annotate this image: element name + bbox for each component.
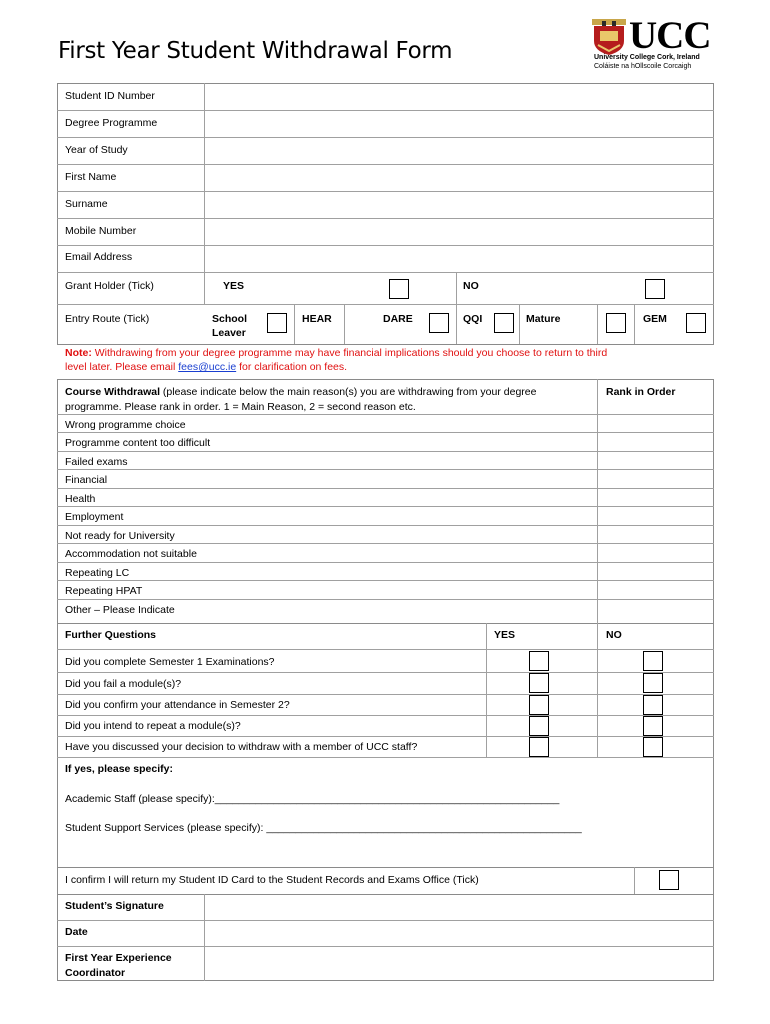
field-label-degree: Degree Programme bbox=[65, 117, 158, 129]
field-label-student-id: Student ID Number bbox=[65, 90, 155, 102]
surname-input[interactable] bbox=[205, 192, 713, 218]
reason-label: Programme content too difficult bbox=[65, 437, 211, 449]
entry-school-leaver-checkbox[interactable] bbox=[267, 313, 287, 333]
rank-header: Rank in Order bbox=[606, 386, 676, 398]
entry-dare-checkbox[interactable] bbox=[429, 313, 449, 333]
entry-dare-label: DARE bbox=[383, 313, 413, 325]
reason-label: Other – Please Indicate bbox=[65, 604, 175, 616]
rank-input[interactable] bbox=[598, 415, 713, 432]
logo-subtitle-en: University College Cork, Ireland bbox=[594, 54, 700, 61]
question-label: Did you confirm your attendance in Semester 2? bbox=[65, 699, 290, 711]
rank-input[interactable] bbox=[598, 526, 713, 543]
coordinator-signature-input[interactable] bbox=[205, 947, 713, 980]
question-no-checkbox[interactable] bbox=[643, 716, 663, 736]
date-input[interactable] bbox=[205, 921, 713, 946]
entry-qqi-checkbox[interactable] bbox=[494, 313, 514, 333]
question-yes-checkbox[interactable] bbox=[529, 651, 549, 671]
entry-mature-checkbox[interactable] bbox=[606, 313, 626, 333]
coordinator-label-line1: First Year Experience bbox=[65, 952, 172, 964]
rank-input[interactable] bbox=[598, 433, 713, 451]
reason-label: Employment bbox=[65, 511, 124, 523]
rank-input[interactable] bbox=[598, 452, 713, 469]
field-label-first-name: First Name bbox=[65, 171, 117, 183]
student-signature-input[interactable] bbox=[205, 895, 713, 920]
grant-label: Grant Holder (Tick) bbox=[65, 280, 154, 292]
reason-label: Failed exams bbox=[65, 456, 128, 468]
question-yes-checkbox[interactable] bbox=[529, 695, 549, 715]
entry-qqi-label: QQI bbox=[463, 313, 483, 325]
reason-label: Repeating HPAT bbox=[65, 585, 143, 597]
student-id-input[interactable] bbox=[205, 84, 713, 110]
question-no-checkbox[interactable] bbox=[643, 695, 663, 715]
field-label-mobile: Mobile Number bbox=[65, 225, 137, 237]
course-withdrawal-instructions: programme. Please rank in order. 1 = Main Reason, 2 = second reason etc. bbox=[65, 401, 416, 413]
entry-gem-checkbox[interactable] bbox=[686, 313, 706, 333]
entry-leaver-label: Leaver bbox=[212, 327, 246, 339]
first-name-input[interactable] bbox=[205, 165, 713, 191]
question-yes-checkbox[interactable] bbox=[529, 673, 549, 693]
fees-note: Note: Withdrawing from your degree programme may have financial implications should you choose to return to third bbox=[65, 347, 608, 359]
reason-label: Repeating LC bbox=[65, 567, 130, 579]
rank-input[interactable] bbox=[598, 600, 713, 623]
year-input[interactable] bbox=[205, 138, 713, 164]
course-withdrawal-heading: Course Withdrawal (please indicate below the main reason(s) you are withdrawing from your degree bbox=[65, 386, 537, 398]
mobile-input[interactable] bbox=[205, 219, 713, 245]
further-yes-header: YES bbox=[494, 629, 516, 641]
rank-input[interactable] bbox=[598, 507, 713, 525]
confirm-text: I confirm I will return my Student ID Card to the Student Records and Exams Office (Tick) bbox=[65, 874, 479, 886]
crest-icon bbox=[592, 19, 626, 55]
question-label: Did you intend to repeat a module(s)? bbox=[65, 720, 241, 732]
question-no-checkbox[interactable] bbox=[643, 737, 663, 757]
confirm-id-card-checkbox[interactable] bbox=[659, 870, 679, 890]
reason-label: Accommodation not suitable bbox=[65, 548, 197, 560]
field-label-email: Email Address bbox=[65, 251, 133, 263]
grant-no-checkbox[interactable] bbox=[645, 279, 665, 299]
grant-yes-checkbox[interactable] bbox=[389, 279, 409, 299]
further-no-header: NO bbox=[606, 629, 622, 641]
rank-input[interactable] bbox=[598, 581, 713, 599]
student-signature-label: Student’s Signature bbox=[65, 900, 164, 912]
reason-label: Not ready for University bbox=[65, 530, 175, 542]
page-title: First Year Student Withdrawal Form bbox=[58, 38, 453, 64]
coordinator-label-line2: Coordinator bbox=[65, 967, 126, 979]
degree-input[interactable] bbox=[205, 111, 713, 137]
field-label-year: Year of Study bbox=[65, 144, 128, 156]
reason-label: Health bbox=[65, 493, 96, 505]
date-label: Date bbox=[65, 926, 88, 938]
support-services-field[interactable]: Student Support Services (please specify): ______________________________________________________ bbox=[65, 822, 582, 834]
entry-school-label: School bbox=[212, 313, 248, 325]
grant-no-label: NO bbox=[463, 280, 479, 292]
reason-label: Wrong programme choice bbox=[65, 419, 186, 431]
rank-input[interactable] bbox=[598, 544, 713, 562]
entry-hear-label: HEAR bbox=[302, 313, 332, 325]
further-questions-heading: Further Questions bbox=[65, 629, 157, 641]
academic-staff-field[interactable]: Academic Staff (please specify):___________________________________________________________ bbox=[65, 793, 560, 805]
reason-label: Financial bbox=[65, 474, 108, 486]
email-input[interactable] bbox=[205, 246, 713, 272]
fees-note-line2: level later. Please email fees@ucc.ie for clarification on fees. bbox=[65, 361, 348, 373]
field-label-surname: Surname bbox=[65, 198, 108, 210]
fees-email-link[interactable]: fees@ucc.ie bbox=[178, 361, 237, 373]
grant-yes-label: YES bbox=[223, 280, 245, 292]
question-yes-checkbox[interactable] bbox=[529, 716, 549, 736]
entry-mature-label: Mature bbox=[526, 313, 561, 325]
rank-input[interactable] bbox=[598, 563, 713, 580]
question-no-checkbox[interactable] bbox=[643, 673, 663, 693]
question-label: Have you discussed your decision to withdraw with a member of UCC staff? bbox=[65, 741, 418, 753]
specify-heading: If yes, please specify: bbox=[65, 763, 173, 775]
rank-input[interactable] bbox=[598, 470, 713, 488]
question-label: Did you complete Semester 1 Examinations? bbox=[65, 656, 275, 668]
rank-input[interactable] bbox=[598, 489, 713, 506]
logo-wordmark: UCC bbox=[629, 14, 711, 57]
entry-gem-label: GEM bbox=[643, 313, 667, 325]
question-yes-checkbox[interactable] bbox=[529, 737, 549, 757]
logo-subtitle-ga: Coláiste na hOllscoile Corcaigh bbox=[594, 63, 692, 70]
question-no-checkbox[interactable] bbox=[643, 651, 663, 671]
entry-route-label: Entry Route (Tick) bbox=[65, 313, 150, 325]
ucc-logo bbox=[592, 14, 716, 73]
question-label: Did you fail a module(s)? bbox=[65, 678, 182, 690]
